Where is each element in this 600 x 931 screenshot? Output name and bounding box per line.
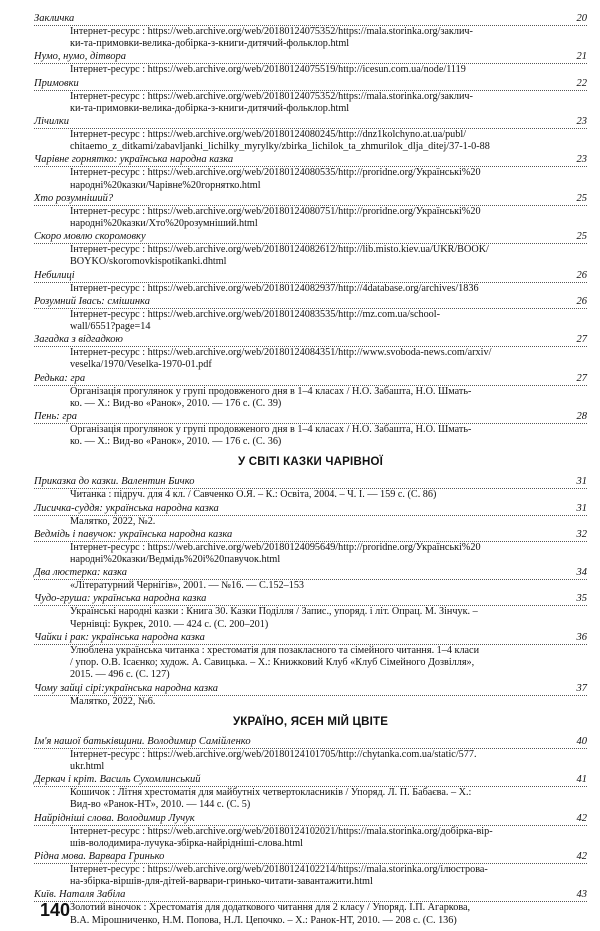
entry-source <box>34 386 587 410</box>
entry-source-line: Інтернет-ресурс : https://web.archive.org/web/20180124082612/http://lib.misto.kiev.ua/UKR/BOOK/ <box>70 244 489 256</box>
entry-page-number: 42 <box>576 812 587 824</box>
entry-source-line: Інтернет-ресурс : https://web.archive.org/web/20180124102021/https://mala.storinka.org/добірка-вір- <box>70 825 493 837</box>
entry-source <box>34 902 587 926</box>
entry-source-line: Організація прогулянок у групі продовженого дня в 1–4 класах / Н.О. Забашта, Н.О. Шмать- <box>70 385 472 397</box>
toc-entry <box>34 851 587 888</box>
entry-source-line: народні%20казки/Чарівне%20горнятко.html <box>70 179 261 191</box>
entry-title <box>34 373 587 386</box>
entry-title <box>34 78 587 91</box>
entry-page-number: 27 <box>576 372 587 384</box>
entry-source-line: Інтернет-ресурс : https://web.archive.org/web/20180124084351/http://www.svoboda-news.com/arxiv/ <box>70 347 492 359</box>
entry-page-number: 27 <box>576 334 587 346</box>
entry-title-text: Лічилки <box>34 116 70 128</box>
entry-source <box>34 864 587 888</box>
entry-source <box>34 826 587 850</box>
toc-entry <box>34 476 587 501</box>
entry-source-line: на-збірка-віршів-для-дітей-варвари-гринько-читати-завантажити.html <box>70 876 373 888</box>
toc-entry <box>34 529 587 566</box>
entry-title-text: Розумний Івась: смішинка <box>34 295 150 307</box>
entry-page-number: 23 <box>576 154 587 166</box>
entry-page-number: 41 <box>576 774 587 786</box>
toc-entry <box>34 116 587 153</box>
entry-title-text: Рідна мова. Варвара Гринько <box>34 850 165 862</box>
entry-title-text: Ім'я нашої батьківщини. Володимир Самійленко <box>34 735 251 747</box>
toc-entry <box>34 503 587 528</box>
entry-page-number: 25 <box>576 192 587 204</box>
entry-page-number: 32 <box>576 528 587 540</box>
entry-source-line: ukr.html <box>70 760 105 772</box>
entry-source-line: chitaemo_z_ditkami/zabavljanki_lichilky_myrylky/zbirka_lichilok_ta_zhmurilok_dlja_ditej/37-1-0-88 <box>70 141 490 153</box>
entry-source <box>34 244 587 268</box>
entry-page-number: 21 <box>576 51 587 63</box>
entry-source-line: В.А. Мірошниченко, Н.М. Попова, Н.Л. Цепочко. – Х.: Ранок-НТ, 2010. — 208 с. (С. 136) <box>70 914 457 926</box>
entry-title-text: Загадка з відгадкою <box>34 334 123 346</box>
entry-source <box>34 206 587 230</box>
toc-entry <box>34 231 587 268</box>
entry-source <box>34 489 587 501</box>
entry-title-text: Лисичка-суддя: українська народна казка <box>34 502 219 514</box>
entry-source <box>34 91 587 115</box>
toc-entry <box>34 13 587 50</box>
page-number: 140 <box>40 900 71 920</box>
entry-title-text: Чарівне горнятко: українська народна казка <box>34 154 234 166</box>
entry-title-text: Чайки і рак: українська народна казка <box>34 631 205 643</box>
entry-title <box>34 813 587 826</box>
entry-source-line: народні%20казки/Хто%20розумніший.html <box>70 218 258 230</box>
entry-source <box>34 167 587 191</box>
toc-entry <box>34 373 587 410</box>
entry-title-text: Чудо-груша: українська народна казка <box>34 593 207 605</box>
entry-title <box>34 683 587 696</box>
entry-title-text: Редька: гра <box>34 372 86 384</box>
entry-source-line: Інтернет-ресурс : https://web.archive.org/web/20180124095649/http://proridne.org/Українські%20 <box>70 541 481 553</box>
entry-page-number: 31 <box>576 476 587 488</box>
entry-title-text: Два люстерка: казка <box>34 567 127 579</box>
entry-source <box>34 749 587 773</box>
entry-page-number: 31 <box>576 502 587 514</box>
entry-page-number: 28 <box>576 411 587 423</box>
entry-title-text: Пень: гра <box>34 411 77 423</box>
toc-entry <box>34 154 587 191</box>
toc-entry <box>34 774 587 811</box>
entry-source <box>34 347 587 371</box>
entry-title <box>34 411 587 424</box>
entry-source <box>34 542 587 566</box>
entry-title <box>34 154 587 167</box>
entry-source-line: Інтернет-ресурс : https://web.archive.org/web/20180124101705/http://chytanka.com.ua/static/577. <box>70 748 477 760</box>
entry-source-line: Інтернет-ресурс : https://web.archive.org/web/20180124080535/http://proridne.org/Українські%20 <box>70 167 481 179</box>
entry-source-line: ко. — Х.: Вид-во «Ранок», 2010. — 176 с. (С. 36) <box>70 436 282 448</box>
entry-page-number: 37 <box>576 682 587 694</box>
toc-entry <box>34 593 587 630</box>
entry-title <box>34 13 587 26</box>
entry-source <box>34 309 587 333</box>
entry-source-line: Інтернет-ресурс : https://web.archive.org/web/20180124080245/http://dnz1kolchyno.at.ua/publ/ <box>70 129 467 141</box>
entry-page-number: 34 <box>576 567 587 579</box>
entry-source-line: Інтернет-ресурс : https://web.archive.org/web/20180124080751/http://proridne.org/Українські%20 <box>70 205 481 217</box>
entry-source <box>34 606 587 630</box>
entry-list-c <box>34 736 587 927</box>
toc-entry <box>34 736 587 773</box>
entry-source-line: Малятко, 2022, №6. <box>70 695 156 707</box>
entry-title <box>34 270 587 283</box>
entry-title <box>34 632 587 645</box>
entry-source-line: ко. — Х.: Вид-во «Ранок», 2010. — 176 с. (С. 39) <box>70 397 282 409</box>
entry-source <box>34 696 587 708</box>
entry-page-number: 42 <box>576 850 587 862</box>
entry-source-line: Організація прогулянок у групі продовженого дня в 1–4 класах / Н.О. Забашта, Н.О. Шмать- <box>70 424 472 436</box>
entry-page-number: 36 <box>576 631 587 643</box>
toc-entry <box>34 411 587 448</box>
toc-entry <box>34 296 587 333</box>
entry-source-line: BOYKO/skoromovkispotikanki.dhtml <box>70 256 227 268</box>
toc-entry <box>34 683 587 708</box>
entry-source-line: Інтернет-ресурс : https://web.archive.org/web/20180124075352/https://mala.storinka.org/заклич- <box>70 90 473 102</box>
entry-source-line: народні%20казки/Ведмідь%20і%20павучок.html <box>70 554 281 566</box>
entry-title <box>34 851 587 864</box>
toc-entry <box>34 193 587 230</box>
toc-entry <box>34 270 587 295</box>
entry-title <box>34 567 587 580</box>
entry-source-line: wall/6551?page=14 <box>70 321 151 333</box>
entry-title <box>34 736 587 749</box>
section-heading-ukraine: УКРАЇНО, ЯСЕН МІЙ ЦВІТЕ <box>232 715 389 728</box>
entry-source <box>34 26 587 50</box>
entry-title <box>34 231 587 244</box>
entry-source-line: veselka/1970/Veselka-1970-01.pdf <box>70 359 212 371</box>
entry-source <box>34 129 587 153</box>
entry-source-line: Українські народні казки : Книга 30. Казки Поділля / Запис., упоряд. і літ. Опрац. М. Зінчук. – <box>70 606 478 618</box>
entry-title-text: Київ. Наталя Забіла <box>34 889 126 901</box>
entry-title-text: Примовки <box>34 77 79 89</box>
toc-entry <box>34 813 587 850</box>
entry-title <box>34 503 587 516</box>
entry-source-line: «Літературний Чернігів», 2001. — №16. — С.152–153 <box>70 580 305 592</box>
entry-page-number: 20 <box>576 13 587 24</box>
entry-source <box>34 645 587 682</box>
entry-source-line: Кошичок : Літня хрестоматія для майбутніх четвертокласників / Упоряд. Л. П. Бабаєва. – Х.: <box>70 787 472 799</box>
section-heading-fairy-tales: У СВІТІ КАЗКИ ЧАРІВНОЇ <box>238 456 383 469</box>
entry-title-text: Небилиці <box>34 269 75 281</box>
entry-page-number: 40 <box>576 735 587 747</box>
entry-source-line: Інтернет-ресурс : https://web.archive.org/web/20180124075352/https://mala.storinka.org/заклич- <box>70 26 473 37</box>
entry-source-line: / упор. О.В. Ісаєнко; худож. А. Савицька. – Х.: Книжковий Клуб «Клуб Сімейного Дозвілля», <box>70 657 475 669</box>
entry-title-text: Скоро мовлю скоромовку <box>34 231 146 243</box>
entry-page-number: 26 <box>576 295 587 307</box>
entry-title-text: Хто розумніший? <box>34 192 114 204</box>
entry-title <box>34 193 587 206</box>
entry-list-a <box>34 13 587 448</box>
entry-source-line: Інтернет-ресурс : https://web.archive.org/web/20180124102214/https://mala.storinka.org/ілюстрова- <box>70 863 488 875</box>
entry-title <box>34 889 587 902</box>
entry-source-line: Золотий віночок : Хрестоматія для додаткового читання для 2 класу / Упоряд. І.П. Агаркова, <box>70 902 471 914</box>
entry-title-text: Чому зайці сірі:українська народна казка <box>34 682 218 694</box>
contents-page <box>34 13 587 928</box>
entry-page-number: 22 <box>576 77 587 89</box>
toc-entry <box>34 567 587 592</box>
entry-title <box>34 334 587 347</box>
toc-entry <box>34 889 587 926</box>
entry-page-number: 23 <box>576 116 587 128</box>
entry-source-line: Інтернет-ресурс : https://web.archive.org/web/20180124082937/http://4database.org/archives/1836 <box>70 282 479 294</box>
toc-entry <box>34 51 587 76</box>
entry-title-text: Нумо, нумо, дітвора <box>34 51 126 63</box>
entry-title-text: Закличка <box>34 13 75 24</box>
entry-page-number: 25 <box>576 231 587 243</box>
entry-source <box>34 283 587 295</box>
entry-title-text: Деркач і кріт. Василь Сухомлинський <box>34 774 201 786</box>
entry-title <box>34 51 587 64</box>
entry-title <box>34 296 587 309</box>
entry-page-number: 35 <box>576 593 587 605</box>
entry-source <box>34 580 587 592</box>
entry-source-line: Малятко, 2022, №2. <box>70 515 156 527</box>
entry-source-line: Вид-во «Ранок-НТ», 2010. — 144 с. (С. 5) <box>70 799 251 811</box>
entry-source-line: 2015. — 496 с. (С. 127) <box>70 669 170 681</box>
entry-source-line: шів-володимира-лучука-збірка-найрідніші-слова.html <box>70 837 303 849</box>
entry-source <box>34 424 587 448</box>
entry-source-line: ки-та-примовки-велика-добірка-з-книги-дитячий-фольклор.html <box>70 102 350 114</box>
entry-source-line: Чернівці: Букрек, 2010. — 424 с. (С. 200–201) <box>70 618 269 630</box>
entry-source-line: Інтернет-ресурс : https://web.archive.org/web/20180124083535/http://mz.com.ua/school- <box>70 308 440 320</box>
entry-title <box>34 774 587 787</box>
entry-source <box>34 516 587 528</box>
entry-page-number: 43 <box>576 889 587 901</box>
entry-source-line: Читанка : підруч. для 4 кл. / Савченко О.Я. – К.: Освіта, 2004. – Ч. І. — 159 с. (С. 86) <box>70 489 437 501</box>
entry-title <box>34 116 587 129</box>
entry-list-b <box>34 476 587 707</box>
entry-source-line: Інтернет-ресурс : https://web.archive.org/web/20180124075519/http://icesun.com.ua/node/1119 <box>70 64 466 76</box>
entry-title <box>34 476 587 489</box>
entry-title-text: Ведмідь і павучок: українська народна казка <box>34 528 233 540</box>
entry-title-text: Найрідніші слова. Володимир Лучук <box>34 812 195 824</box>
entry-title <box>34 529 587 542</box>
entry-page-number: 26 <box>576 269 587 281</box>
toc-entry <box>34 334 587 371</box>
entry-title-text: Приказка до казки. Валентин Бичко <box>34 476 195 488</box>
entry-source-line: Улюблена українська читанка : хрестоматія для позакласного та сімейного читання. 1–4 класи <box>70 644 480 656</box>
toc-entry <box>34 632 587 682</box>
entry-source <box>34 64 587 76</box>
entry-source <box>34 787 587 811</box>
entry-title <box>34 593 587 606</box>
toc-entry <box>34 78 587 115</box>
entry-source-line: ки-та-примовки-велика-добірка-з-книги-дитячий-фольклор.html <box>70 38 350 50</box>
